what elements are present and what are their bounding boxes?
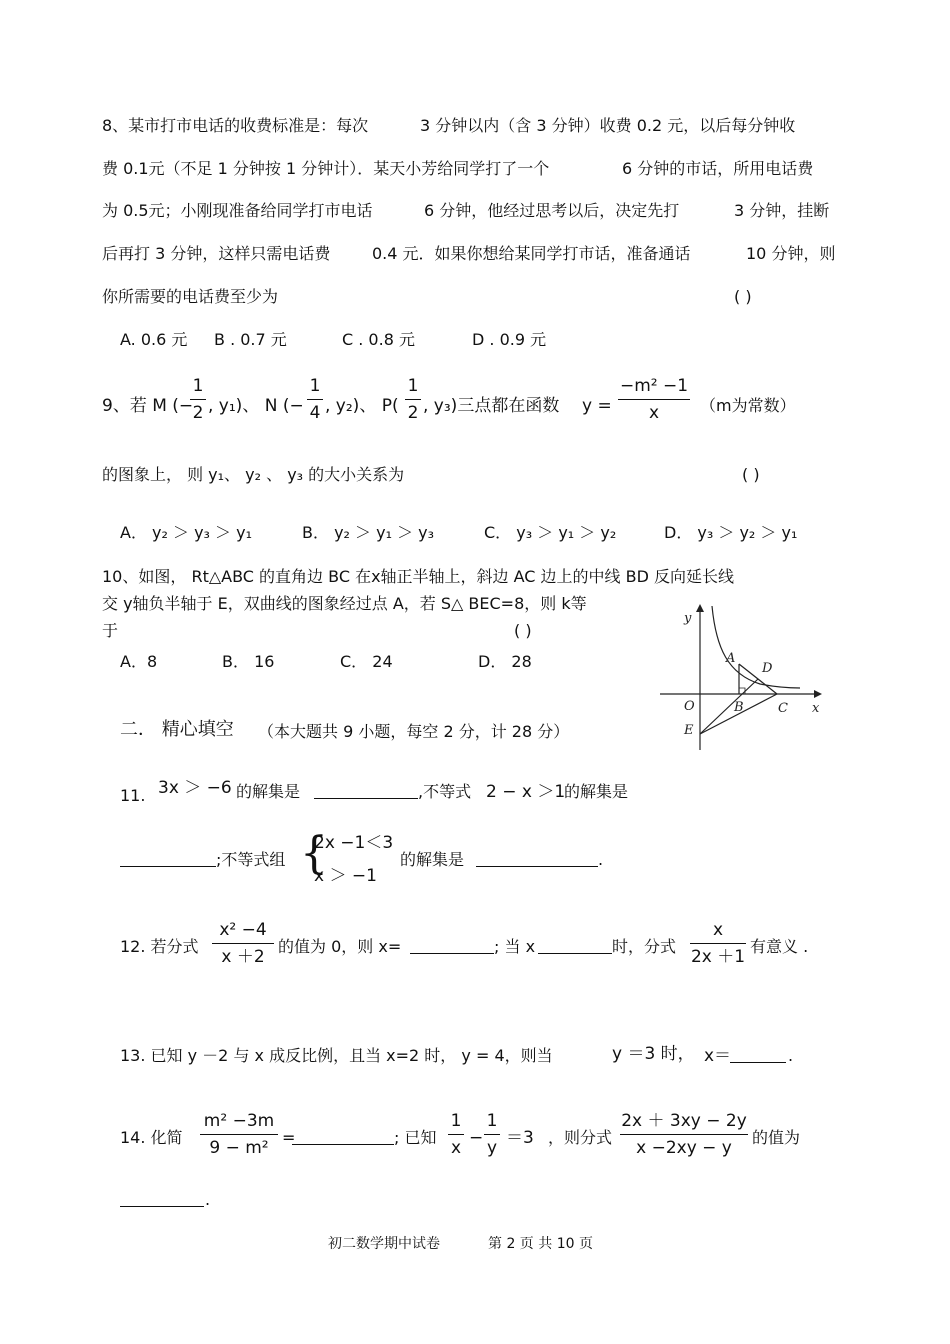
q14-fraction-c [620, 1111, 748, 1158]
q9-option-b: B． y₂ ＞ y₁ ＞ y₃ [302, 523, 435, 542]
q12-blank-2[interactable] [538, 937, 612, 959]
q12-text-2: ; 当 x [494, 937, 536, 956]
q13-end: . [788, 1046, 794, 1065]
q9-fraction-1 [190, 376, 206, 423]
q8-line5: 你所需要的电话费至少为 [102, 287, 279, 306]
q10-option-b: B． 16 [222, 652, 275, 671]
q14-fa-den: x [450, 1138, 462, 1158]
segment-bd-extended [700, 679, 758, 734]
fig-label-e: E [684, 723, 694, 738]
q8-line2b: 6 分钟的市话，所用电话费 [622, 159, 814, 178]
q14-fc-den: x −2xy − y [636, 1138, 732, 1158]
q11-text-1: 的解集是 [236, 782, 301, 801]
q8-option-c: C . 0.8 元 [342, 330, 415, 349]
q13-text: 13. 已知 y －2 与 x 成反比例，且当 x=2 时， y = 4，则当 [120, 1046, 553, 1065]
q9-answer-paren: ( ) [742, 465, 760, 484]
fraction-bar [618, 399, 690, 400]
q9-fn-num: −m² −1 [619, 376, 689, 396]
q14-f1-den: 9 − m² [209, 1138, 269, 1158]
q12-text-3: 时，分式 [612, 937, 677, 956]
q12-f2-den: 2x ＋1 [690, 947, 746, 967]
fig-label-d: D [762, 661, 773, 676]
q12-fraction-2 [690, 920, 746, 967]
q10-line2: 交 y轴负半轴于 E，双曲线的图象经过点 A，若 S△ BEC=8，则 k等 [102, 594, 587, 613]
q13-blank[interactable] [730, 1046, 786, 1068]
q9-option-d: D． y₃ ＞ y₂ ＞ y₁ [664, 523, 798, 542]
q14-fa-num: 1 [450, 1111, 462, 1131]
q14-f1-num: m² −3m [203, 1111, 275, 1131]
q9-f3-num: 1 [407, 376, 419, 396]
q9-f2-num: 1 [309, 376, 321, 396]
q12-text-1: 的值为 0，则 x= [278, 937, 402, 956]
q8-line3a: 为 0.5元；小刚现准备给同学打市电话 [102, 201, 373, 220]
q11-blank-1[interactable] [314, 782, 418, 804]
fraction-bar [190, 399, 206, 400]
q14-prefix: 14. 化简 [120, 1128, 183, 1147]
q12-text-4: 有意义 . [750, 937, 809, 956]
q8-line3c: 3 分钟，挂断 [734, 201, 830, 220]
q10-option-a: A．8 [120, 652, 158, 671]
q8-line4c: 10 分钟，则 [746, 244, 836, 263]
hyperbola-curve [712, 606, 800, 688]
q9-option-c: C． y₃ ＞ y₁ ＞ y₂ [484, 523, 617, 542]
q9-fn-den: x [648, 403, 660, 423]
q9-f2-den: 4 [309, 403, 321, 423]
q12-blank-1[interactable] [410, 937, 494, 959]
fraction-bar [212, 943, 274, 944]
q8-line3b: 6 分钟，他经过思考以后，决定先打 [424, 201, 680, 220]
q9-option-a: A． y₂ ＞ y₃ ＞ y₁ [120, 523, 253, 542]
q9-suffix: （m为常数） [700, 396, 796, 415]
q9-fraction-3 [405, 376, 421, 423]
y-axis-arrow [696, 604, 704, 612]
q9-mid2: , y₂)、 P( [325, 396, 399, 416]
q14-blank-2[interactable] [120, 1190, 204, 1212]
q11-system-line-2: x ＞ −1 [314, 866, 377, 886]
q8-answer-paren: ( ) [734, 287, 752, 306]
q14-blank-1[interactable] [292, 1128, 394, 1150]
q9-f1-num: 1 [192, 376, 204, 396]
footer-page-number: 第 2 页 共 10 页 [488, 1236, 593, 1252]
q12-f1-den: x ＋2 [221, 947, 265, 967]
q13-answer-label: x＝ [704, 1046, 732, 1066]
q14-text-3: 的值为 [752, 1128, 801, 1147]
q9-f3-den: 2 [407, 403, 419, 423]
q12-f1-num: x² −4 [219, 920, 267, 940]
fig-label-x: x [812, 701, 820, 716]
q11-text-5: 的解集是 [400, 850, 465, 869]
q14-equals-3: ＝3 [506, 1128, 534, 1148]
q11-number: 11. [120, 786, 146, 805]
fig-label-o: O [684, 699, 695, 714]
fig-label-c: C [778, 701, 788, 716]
q14-equals: = [282, 1128, 296, 1147]
q11-text-2: ,不等式 [418, 782, 472, 801]
q10-line1: 10、如图， Rt△ABC 的直角边 BC 在x轴正半轴上，斜边 AC 边上的中线 BD 反向延长线 [102, 567, 735, 586]
q9-mid3: , y₃)三点都在函数 [423, 396, 560, 416]
section-2-note: （本大题共 9 小题，每空 2 分，计 28 分） [258, 722, 570, 741]
q14-fraction-b [484, 1111, 500, 1158]
q11-text-3: 的解集是 [564, 782, 629, 801]
footer-exam-title: 初二数学期中试卷 [328, 1236, 440, 1252]
q8-line4a: 后再打 3 分钟，这样只需电话费 [102, 244, 331, 263]
q14-fraction-1 [200, 1111, 278, 1158]
q10-option-d: D． 28 [478, 652, 532, 671]
q12-fraction-1 [212, 920, 274, 967]
q9-f1-den: 2 [192, 403, 204, 423]
fraction-bar [620, 1134, 748, 1135]
fraction-bar [484, 1134, 500, 1135]
q9-mid1: , y₁)、 N (− [208, 396, 304, 416]
q11-inequality-1: 3x ＞ −6 [158, 778, 232, 798]
q9-y-equals: y = [582, 396, 612, 416]
q14-fb-den: y [486, 1138, 498, 1158]
q11-end: . [598, 850, 604, 869]
q11-system-brace: { [300, 828, 328, 879]
q10-line3: 于 [102, 621, 119, 640]
q11-blank-3[interactable] [476, 850, 598, 872]
fig-label-b: B [734, 700, 744, 715]
q8-line1a: 8、某市打市电话的收费标准是：每次 [102, 116, 369, 135]
q10-answer-paren: ( ) [514, 621, 532, 640]
fraction-bar [307, 399, 323, 400]
q9-fraction-2 [307, 376, 323, 423]
q11-blank-2[interactable] [120, 850, 216, 872]
q11-system-line-1: 2x −1＜3 [314, 833, 394, 853]
fig-label-a: A [726, 651, 736, 666]
q14-fraction-a [448, 1111, 464, 1158]
q8-option-b: B . 0.7 元 [214, 330, 287, 349]
section-2-title: 二． 精心填空 [120, 719, 234, 740]
q12-f2-num: x [712, 920, 724, 940]
q10-option-c: C． 24 [340, 652, 393, 671]
q14-minus: − [469, 1128, 484, 1148]
fig-label-y: y [684, 611, 692, 626]
fraction-bar [690, 943, 746, 944]
q9-prefix: 9、若 M (− [102, 396, 194, 416]
q8-option-a: A. 0.6 元 [120, 330, 188, 349]
q11-text-4: ;不等式组 [216, 850, 286, 869]
q14-fc-num: 2x ＋ 3xy − 2y [621, 1111, 747, 1131]
q8-line4b: 0.4 元．如果你想给某同学打市话，准备通话 [372, 244, 691, 263]
q14-text-1: ; 已知 [394, 1128, 437, 1147]
right-angle-mark [739, 688, 745, 694]
x-axis-arrow [814, 690, 822, 698]
fraction-bar [448, 1134, 464, 1135]
q8-line2a: 费 0.1元（不足 1 分钟按 1 分钟计）．某天小芳给同学打了一个 [102, 159, 550, 178]
q9-function-fraction [618, 376, 690, 423]
q8-option-d: D . 0.9 元 [472, 330, 547, 349]
q11-inequality-2: 2 − x ＞1 [486, 782, 566, 802]
q8-line1b: 3 分钟以内（含 3 分钟）收费 0.2 元，以后每分钟收 [420, 116, 796, 135]
q9-line2: 的图象上， 则 y₁、 y₂ 、 y₃ 的大小关系为 [102, 465, 405, 484]
q14-end: . [205, 1190, 211, 1209]
q13-condition: y ＝3 时， [612, 1044, 695, 1064]
q12-prefix: 12. 若分式 [120, 937, 199, 956]
fraction-bar [200, 1134, 278, 1135]
fraction-bar [405, 399, 421, 400]
q14-text-2: ，则分式 [548, 1128, 613, 1147]
q14-fb-num: 1 [486, 1111, 498, 1131]
q10-hyperbola-figure [650, 598, 830, 760]
